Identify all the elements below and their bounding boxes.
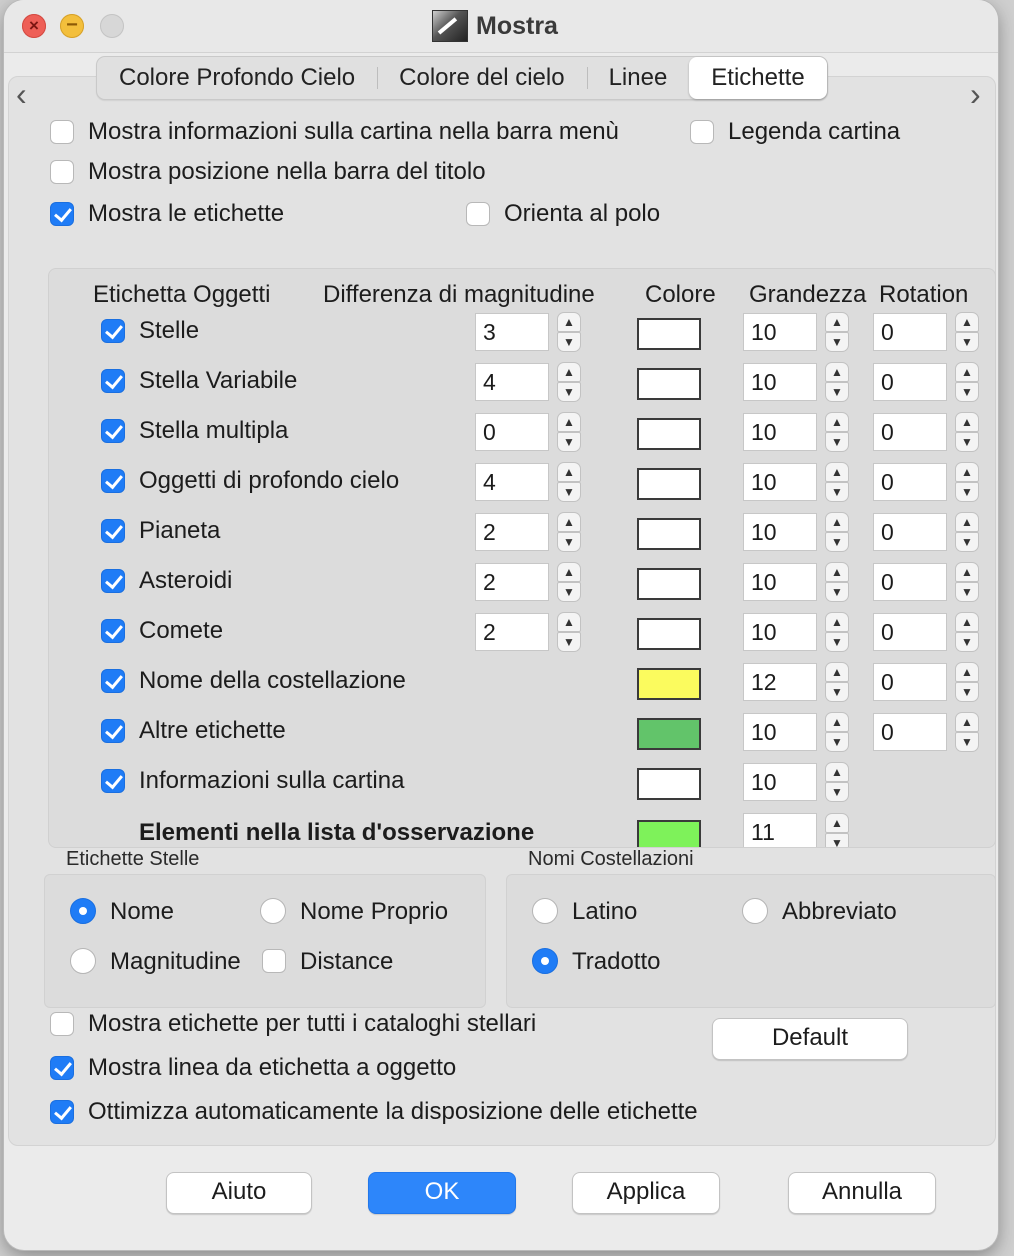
magdiff-stepper[interactable]: [557, 562, 581, 602]
row-label: Informazioni sulla cartina: [139, 767, 405, 794]
show-labels-label: Mostra le etichette: [88, 200, 285, 227]
rotation-stepper[interactable]: [955, 312, 979, 352]
constellation-names-title: Nomi Costellazioni: [528, 848, 694, 870]
all-catalogs-label: Mostra etichette per tutti i cataloghi stellari: [88, 1010, 537, 1037]
magdiff-field[interactable]: 2: [475, 513, 549, 551]
color-swatch[interactable]: [637, 468, 701, 500]
row-label: Altre etichette: [139, 717, 286, 744]
stepper-up-icon[interactable]: ▲: [825, 762, 849, 782]
header-rotation: Rotation: [879, 281, 969, 308]
star-proper-name-radio[interactable]: [260, 898, 286, 924]
row-label: Oggetti di profondo cielo: [139, 467, 400, 494]
app-icon: [432, 10, 468, 42]
stepper-down-icon[interactable]: ▼: [557, 582, 581, 602]
stepper-down-icon[interactable]: ▼: [955, 632, 979, 652]
rotation-stepper[interactable]: [955, 462, 979, 502]
stepper-up-icon[interactable]: ▲: [955, 462, 979, 482]
magdiff-field[interactable]: 4: [475, 463, 549, 501]
header-magdiff: Differenza di magnitudine: [323, 281, 595, 308]
info-menubar-label: Mostra informazioni sulla cartina nella barra menù: [88, 118, 619, 145]
color-swatch[interactable]: [637, 568, 701, 600]
watchlist-size-field[interactable]: 11: [743, 813, 817, 848]
stepper-down-icon[interactable]: ▼: [825, 482, 849, 502]
rotation-stepper[interactable]: [955, 662, 979, 702]
magdiff-stepper[interactable]: [557, 412, 581, 452]
stepper-down-icon[interactable]: ▼: [955, 382, 979, 402]
stepper-down-icon[interactable]: ▼: [825, 382, 849, 402]
close-icon: ×: [29, 16, 39, 35]
magdiff-field[interactable]: 2: [475, 613, 549, 651]
size-stepper[interactable]: [825, 562, 849, 602]
row-checkbox[interactable]: [101, 419, 125, 443]
stepper-up-icon[interactable]: ▲: [557, 362, 581, 382]
stepper-up-icon[interactable]: ▲: [825, 512, 849, 532]
zoom-button[interactable]: [100, 14, 124, 38]
size-field[interactable]: 10: [743, 413, 817, 451]
row-label: Stella Variabile: [139, 367, 298, 394]
watchlist-color-swatch[interactable]: [637, 820, 701, 848]
rotation-field[interactable]: 0: [873, 613, 947, 651]
size-stepper[interactable]: [825, 412, 849, 452]
size-stepper[interactable]: [825, 462, 849, 502]
stepper-down-icon[interactable]: ▼: [557, 382, 581, 402]
stepper-down-icon[interactable]: ▼: [825, 582, 849, 602]
star-name-label: Nome: [110, 898, 175, 925]
tab-labels[interactable]: Etichette: [689, 57, 826, 99]
size-field[interactable]: 10: [743, 563, 817, 601]
stepper-down-icon[interactable]: ▼: [557, 432, 581, 452]
stepper-down-icon[interactable]: ▼: [825, 432, 849, 452]
size-field[interactable]: 10: [743, 613, 817, 651]
minimize-icon: −: [66, 14, 78, 36]
orient-pole-label: Orienta al polo: [504, 200, 661, 227]
row-checkbox[interactable]: [101, 719, 125, 743]
latin-label: Latino: [572, 898, 638, 925]
stepper-up-icon[interactable]: ▲: [825, 662, 849, 682]
translated-label: Tradotto: [572, 948, 661, 975]
color-swatch[interactable]: [637, 518, 701, 550]
chevron-right-icon[interactable]: ›: [970, 76, 981, 112]
close-button[interactable]: [22, 14, 46, 38]
color-swatch[interactable]: [637, 418, 701, 450]
stepper-up-icon[interactable]: ▲: [557, 412, 581, 432]
color-swatch[interactable]: [637, 318, 701, 350]
translated-radio[interactable]: [532, 948, 558, 974]
stepper-up-icon[interactable]: ▲: [825, 612, 849, 632]
rotation-stepper[interactable]: [955, 612, 979, 652]
stepper-down-icon[interactable]: ▼: [825, 532, 849, 552]
size-stepper[interactable]: [825, 512, 849, 552]
rotation-field[interactable]: 0: [873, 463, 947, 501]
size-stepper[interactable]: [825, 712, 849, 752]
stepper-down-icon[interactable]: ▼: [825, 833, 849, 848]
stepper-down-icon[interactable]: ▼: [557, 332, 581, 352]
color-swatch[interactable]: [637, 368, 701, 400]
show-labels-checkbox[interactable]: [50, 202, 74, 226]
stepper-down-icon[interactable]: ▼: [557, 632, 581, 652]
legend-checkbox[interactable]: [690, 120, 714, 144]
row-checkbox[interactable]: [101, 619, 125, 643]
stepper-up-icon[interactable]: ▲: [955, 362, 979, 382]
stepper-down-icon[interactable]: ▼: [955, 432, 979, 452]
labels-table: [48, 268, 996, 848]
stepper-up-icon[interactable]: ▲: [955, 512, 979, 532]
stepper-down-icon[interactable]: ▼: [955, 682, 979, 702]
stepper-down-icon[interactable]: ▼: [825, 332, 849, 352]
magdiff-field[interactable]: 3: [475, 313, 549, 351]
size-stepper[interactable]: [825, 312, 849, 352]
rotation-field[interactable]: 0: [873, 563, 947, 601]
chevron-left-icon[interactable]: ‹: [16, 76, 27, 112]
stepper-up-icon[interactable]: ▲: [557, 512, 581, 532]
rotation-stepper[interactable]: [955, 362, 979, 402]
magdiff-stepper[interactable]: [557, 312, 581, 352]
row-label: Asteroidi: [139, 567, 233, 594]
stepper-up-icon[interactable]: ▲: [825, 312, 849, 332]
watchlist-size-stepper[interactable]: [825, 813, 849, 848]
size-field[interactable]: 10: [743, 763, 817, 801]
stepper-up-icon[interactable]: ▲: [825, 712, 849, 732]
magdiff-field[interactable]: 4: [475, 363, 549, 401]
rotation-field[interactable]: 0: [873, 363, 947, 401]
row-checkbox[interactable]: [101, 669, 125, 693]
row-label: Stella multipla: [139, 417, 289, 444]
auto-layout-checkbox[interactable]: [50, 1100, 74, 1124]
constellation-names-group: [506, 874, 996, 1008]
rotation-stepper[interactable]: [955, 712, 979, 752]
title-bar: [4, 0, 998, 53]
stepper-down-icon[interactable]: ▼: [825, 782, 849, 802]
stepper-down-icon[interactable]: ▼: [557, 532, 581, 552]
stepper-up-icon[interactable]: ▲: [825, 462, 849, 482]
tab-lines[interactable]: Linee: [587, 57, 690, 99]
size-field[interactable]: 12: [743, 663, 817, 701]
auto-layout-label: Ottimizza automaticamente la disposizione delle etichette: [88, 1098, 698, 1125]
stepper-up-icon[interactable]: ▲: [955, 662, 979, 682]
row-label: Stelle: [139, 317, 200, 344]
star-magnitude-label: Magnitudine: [110, 948, 241, 975]
abbreviated-radio[interactable]: [742, 898, 768, 924]
stepper-up-icon[interactable]: ▲: [955, 412, 979, 432]
row-checkbox[interactable]: [101, 569, 125, 593]
watchlist-label: Elementi nella lista d'osservazione: [139, 819, 535, 846]
stepper-up-icon[interactable]: ▲: [825, 562, 849, 582]
size-field[interactable]: 10: [743, 363, 817, 401]
cancel-button[interactable]: Annulla: [788, 1172, 936, 1214]
abbreviated-label: Abbreviato: [782, 898, 897, 925]
tab-deep-sky-color[interactable]: Colore Profondo Cielo: [119, 64, 356, 91]
rotation-field[interactable]: 0: [873, 713, 947, 751]
row-checkbox[interactable]: [101, 519, 125, 543]
stepper-down-icon[interactable]: ▼: [825, 632, 849, 652]
window-title-text: Mostra: [476, 11, 558, 40]
row-checkbox[interactable]: [101, 319, 125, 343]
latin-radio[interactable]: [532, 898, 558, 924]
info-menubar-checkbox[interactable]: [50, 120, 74, 144]
star-distance-checkbox[interactable]: [262, 949, 286, 973]
stepper-down-icon[interactable]: ▼: [955, 332, 979, 352]
size-field[interactable]: 10: [743, 513, 817, 551]
star-distance-label: Distance: [300, 948, 394, 975]
color-swatch[interactable]: [637, 618, 701, 650]
stepper-up-icon[interactable]: ▲: [825, 813, 849, 833]
magdiff-stepper[interactable]: [557, 462, 581, 502]
size-stepper[interactable]: [825, 362, 849, 402]
size-field[interactable]: 10: [743, 313, 817, 351]
stepper-up-icon[interactable]: ▲: [955, 612, 979, 632]
color-swatch[interactable]: [637, 718, 701, 750]
legend-label: Legenda cartina: [728, 118, 901, 145]
stepper-down-icon[interactable]: ▼: [955, 482, 979, 502]
minimize-button[interactable]: [60, 14, 84, 38]
star-name-radio[interactable]: [70, 898, 96, 924]
stepper-down-icon[interactable]: ▼: [955, 732, 979, 752]
row-checkbox[interactable]: [101, 769, 125, 793]
rotation-field[interactable]: 0: [873, 413, 947, 451]
star-magnitude-radio[interactable]: [70, 948, 96, 974]
stepper-down-icon[interactable]: ▼: [955, 532, 979, 552]
row-label: Pianeta: [139, 517, 221, 544]
magdiff-stepper[interactable]: [557, 362, 581, 402]
color-swatch[interactable]: [637, 768, 701, 800]
stepper-up-icon[interactable]: ▲: [557, 562, 581, 582]
stepper-up-icon[interactable]: ▲: [557, 462, 581, 482]
all-catalogs-checkbox[interactable]: [50, 1012, 74, 1036]
stepper-up-icon[interactable]: ▲: [557, 312, 581, 332]
apply-button[interactable]: Applica: [572, 1172, 720, 1214]
stepper-down-icon[interactable]: ▼: [825, 682, 849, 702]
leader-line-checkbox[interactable]: [50, 1056, 74, 1080]
size-stepper[interactable]: [825, 662, 849, 702]
row-checkbox[interactable]: [101, 469, 125, 493]
tab-bar: [96, 56, 828, 100]
rotation-field[interactable]: 0: [873, 513, 947, 551]
rotation-stepper[interactable]: [955, 412, 979, 452]
stepper-up-icon[interactable]: ▲: [825, 362, 849, 382]
rotation-field[interactable]: 0: [873, 663, 947, 701]
help-button[interactable]: Aiuto: [166, 1172, 312, 1214]
color-swatch[interactable]: [637, 668, 701, 700]
stepper-down-icon[interactable]: ▼: [825, 732, 849, 752]
header-color: Colore: [645, 281, 716, 308]
magdiff-stepper[interactable]: [557, 512, 581, 552]
magdiff-field[interactable]: 0: [475, 413, 549, 451]
stepper-up-icon[interactable]: ▲: [557, 612, 581, 632]
star-proper-name-label: Nome Proprio: [300, 898, 449, 925]
row-label: Comete: [139, 617, 224, 644]
orient-pole-checkbox[interactable]: [466, 202, 490, 226]
stepper-up-icon[interactable]: ▲: [955, 312, 979, 332]
star-labels-group: [44, 874, 486, 1008]
dialog-window: [4, 0, 998, 1250]
ok-button[interactable]: OK: [368, 1172, 516, 1214]
position-title-label: Mostra posizione nella barra del titolo: [88, 158, 486, 185]
default-button[interactable]: Default: [712, 1018, 908, 1060]
window-title: [432, 10, 558, 42]
size-stepper[interactable]: [825, 762, 849, 802]
tab-sky-color[interactable]: Colore del cielo: [377, 57, 586, 99]
rotation-field[interactable]: 0: [873, 313, 947, 351]
position-title-checkbox[interactable]: [50, 160, 74, 184]
size-field[interactable]: 10: [743, 713, 817, 751]
stepper-down-icon[interactable]: ▼: [557, 482, 581, 502]
rotation-stepper[interactable]: [955, 562, 979, 602]
stepper-up-icon[interactable]: ▲: [825, 412, 849, 432]
size-stepper[interactable]: [825, 612, 849, 652]
stepper-down-icon[interactable]: ▼: [955, 582, 979, 602]
stepper-up-icon[interactable]: ▲: [955, 712, 979, 732]
magdiff-stepper[interactable]: [557, 612, 581, 652]
header-objects: Etichetta Oggetti: [93, 281, 271, 308]
row-label: Nome della costellazione: [139, 667, 406, 694]
stepper-up-icon[interactable]: ▲: [955, 562, 979, 582]
star-labels-title: Etichette Stelle: [66, 848, 200, 870]
leader-line-label: Mostra linea da etichetta a oggetto: [88, 1054, 457, 1081]
header-size: Grandezza: [749, 281, 867, 308]
size-field[interactable]: 10: [743, 463, 817, 501]
magdiff-field[interactable]: 2: [475, 563, 549, 601]
rotation-stepper[interactable]: [955, 512, 979, 552]
row-checkbox[interactable]: [101, 369, 125, 393]
